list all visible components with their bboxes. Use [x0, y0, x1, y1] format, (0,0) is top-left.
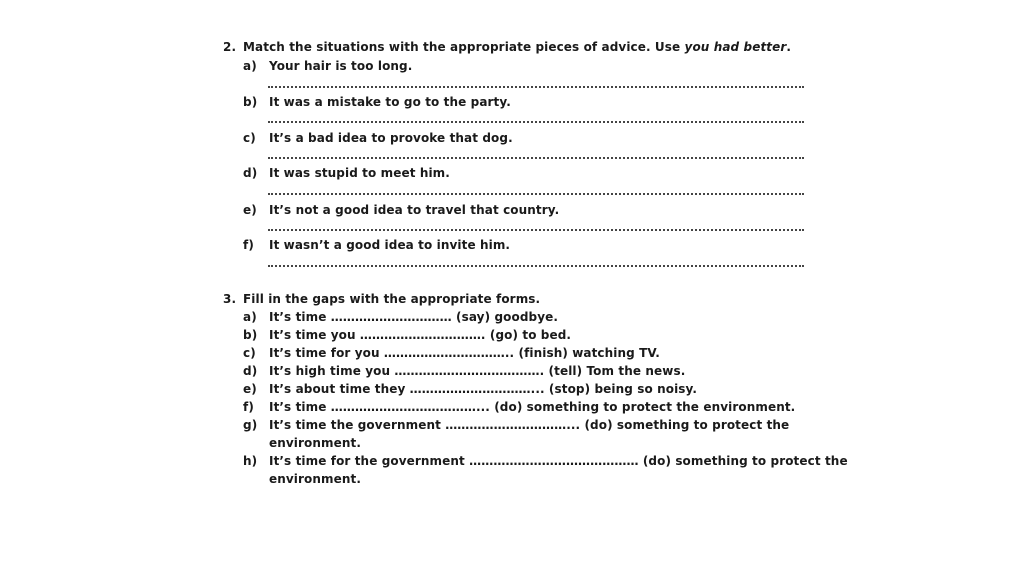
exercise-2-item-d: d) It was stupid to meet him.: [243, 166, 450, 180]
exercise-number: 2.: [223, 40, 237, 54]
exercise-3-item-b: b) It’s time you …………………………. (go) to bed.: [243, 328, 572, 342]
answer-line: [268, 157, 804, 159]
exercise-2-item-c: c) It’s a bad idea to provoke that dog.: [243, 131, 513, 145]
answer-line: [268, 229, 804, 231]
exercise-2-item-e: e) It’s not a good idea to travel that country.: [243, 203, 560, 217]
answer-line: [268, 86, 804, 88]
exercise-3-item-h-continuation: environment.: [269, 472, 362, 486]
exercise-3-item-g: g) It’s time the government …………………………... (do) something to protect the: [243, 418, 790, 432]
exercise-2-item-a: a) Your hair is too long.: [243, 59, 413, 73]
answer-line: [268, 193, 804, 195]
exercise-number: 3.: [223, 292, 237, 306]
exercise-3-item-d: d) It’s high time you ………………………………. (tell) Tom the news.: [243, 364, 686, 378]
exercise-2-item-f: f) It wasn’t a good idea to invite him.: [243, 238, 511, 252]
answer-line: [268, 121, 804, 123]
exercise-3-item-e: e) It’s about time they …………………………... (stop) being so noisy.: [243, 382, 698, 396]
exercise-3-item-h: h) It’s time for the government …………………………………… (do) something to protect the: [243, 454, 848, 468]
exercise-2-item-b: b) It was a mistake to go to the party.: [243, 95, 511, 109]
exercise-3-item-a: a) It’s time ………………………… (say) goodbye.: [243, 310, 559, 324]
answer-line: [268, 265, 804, 267]
exercise-3-instruction: 3. Fill in the gaps with the appropriate forms.: [223, 292, 541, 306]
exercise-3-item-f: f) It’s time ………………………………... (do) something to protect the environment.: [243, 400, 796, 414]
exercise-2-instruction: 2. Match the situations with the appropriate pieces of advice. Use you had better.: [223, 40, 792, 54]
exercise-3-item-g-continuation: environment.: [269, 436, 362, 450]
exercise-3-item-c: c) It’s time for you ………………………….. (finish) watching TV.: [243, 346, 660, 360]
